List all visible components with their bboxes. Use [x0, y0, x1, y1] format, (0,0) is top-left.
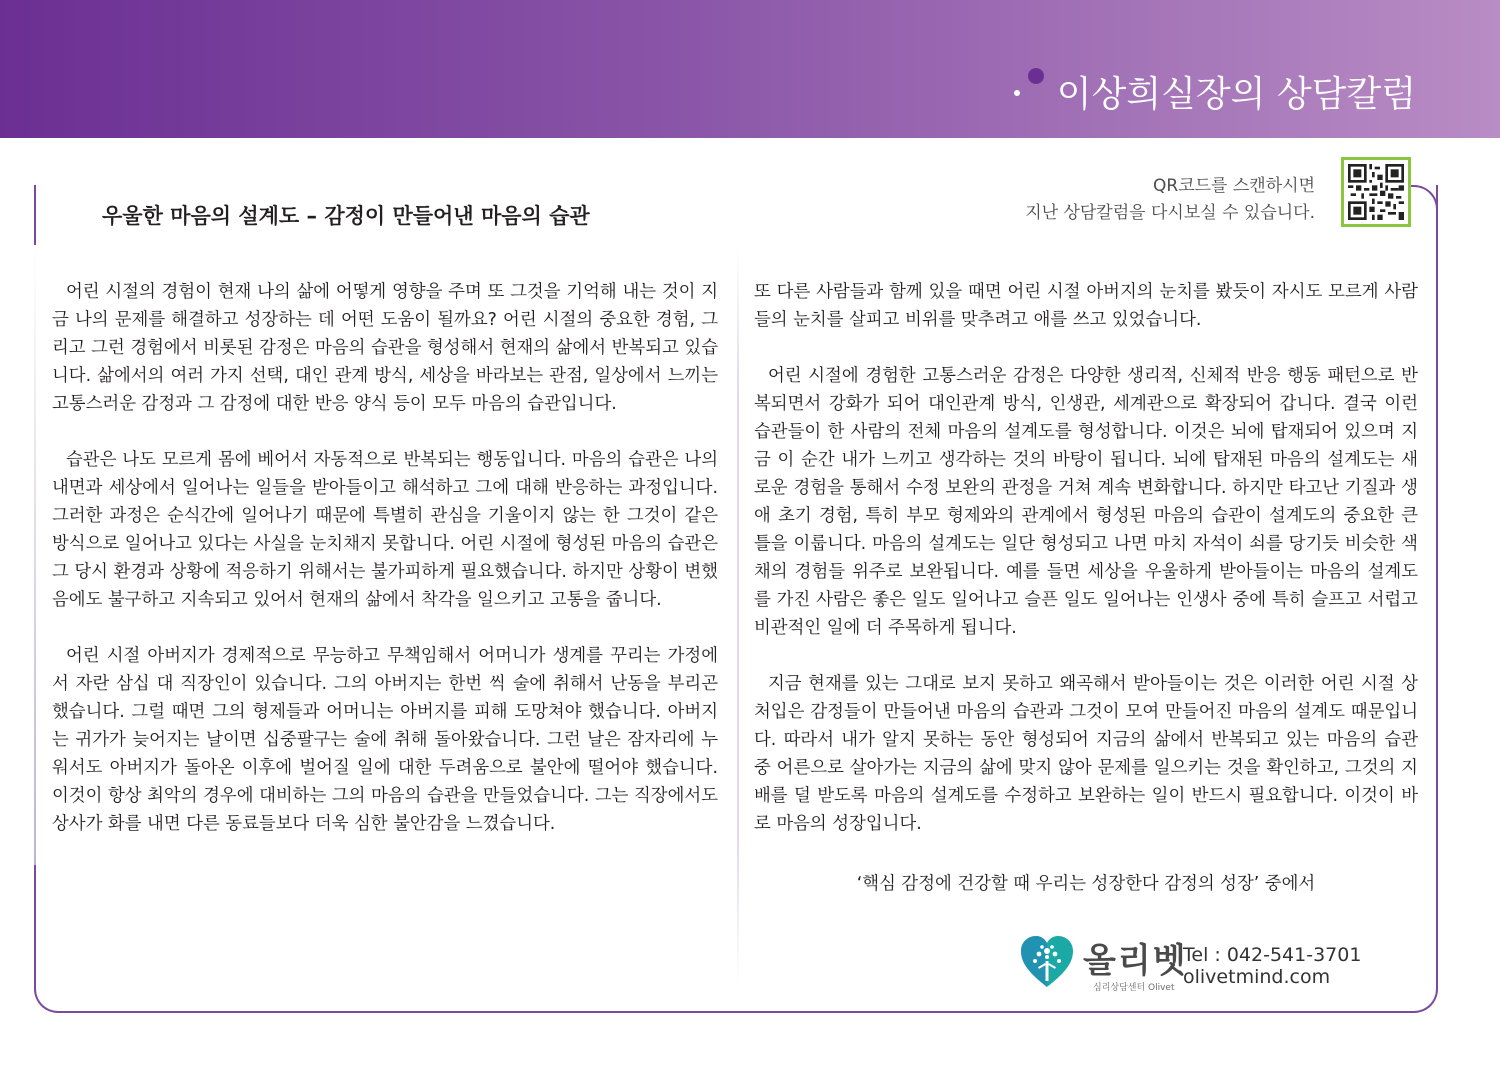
frame-left-edge — [34, 245, 36, 865]
qr-caption-line-1: QR코드를 스캔하시면 — [1153, 176, 1315, 196]
article-paragraph: 어린 시절에 경험한 고통스러운 감정은 다양한 생리적, 신체적 반응 행동 패턴으로 반복되면서 강화가 되어 대인관계 방식, 인생관, 세계관으로 확장되어 갑니다. 결국 이런 습관들이 한 사람의 전체 마음의 설계도를 형성합니다. 이것은 뇌에 탑재되어 있으며 지금 이 순간 내가 느끼고 생각하는 것의 바탕이 됩니다. 뇌에 탑재된 마음의 설계도는 새로운 경험을 통해서 수정 보완의 관정을 거쳐 계속 변화합니다. 하지만 타고난 기질과 생애 초기 경험, 특히 부모 형제와의 관계에서 형성된 마음의 습관이 설계도의 중요한 큰 틀을 이룹니다. 마음의 설계도는 일단 형성되고 나면 마치 자석이 쇠를 당기듯 비슷한 색채의 경험들 위주로 보완됩니다. 예를 들면 세상을 우울하게 받아들이는 마음의 설계도를 가진 사람은 좋은 일도 일어나고 슬픈 일도 일어나는 인생사 중에 특히 슬프고 서럽고 비관적인 일에 더 주목하게 됩니다. — [754, 366, 1418, 638]
brand-subtitle: 심리상담센터 Olivet — [1093, 983, 1175, 993]
article-left-column — [52, 278, 718, 866]
contact-website-link[interactable]: olivetmind.com — [1183, 966, 1331, 988]
qr-caption — [960, 173, 1315, 227]
bullet-dot-large-icon — [1028, 68, 1044, 84]
heart-tree-icon — [1019, 935, 1075, 989]
qr-code-icon — [1348, 164, 1404, 220]
article-paragraph: 어린 시절 아버지가 경제적으로 무능하고 무책임해서 어머니가 생계를 꾸리는 가정에서 자란 삼십 대 직장인이 있습니다. 그의 아버지는 한번 씩 술에 취해서 난동을 부리곤 했습니다. 그럴 때면 그의 형제들과 어머니는 아버지를 피해 도망쳐야 했습니다. 아버지는 귀가가 늦어지는 날이면 십중팔구는 술에 취해 돌아왔습니다. 그런 날은 잠자리에 누워서도 아버지가 돌아온 이후에 벌어질 일에 대한 두려움으로 불안에 떨어야 했습니다. 이것이 항상 최악의 경우에 대비하는 그의 마음의 습관을 만들었습니다. 그는 직장에서도 상사가 화를 내면 다른 동료들보다 더욱 심한 불안감을 느꼈습니다. — [52, 646, 718, 834]
article-paragraph: 어린 시절의 경험이 현재 나의 삶에 어떻게 영향을 주며 또 그것을 기억해 내는 것이 지금 나의 문제를 해결하고 성장하는 데 어떤 도움이 될까요? 어린 시절의 중요한 경험, 그리고 그런 경험에서 비롯된 감정은 마음의 습관을 형성해서 현재의 삶에서 반복되고 있습니다. 삶에서의 여러 가지 선택, 대인 관계 방식, 세상을 바라보는 관점, 일상에서 느끼는 고통스러운 감정과 그 감정에 대한 반응 양식 등이 모두 마음의 습관입니다. — [52, 282, 718, 414]
article-title: 우울한 마음의 설계도 – 감정이 만들어낸 마음의 습관 — [102, 204, 590, 228]
column-divider — [737, 245, 739, 985]
qr-caption-line-2: 지난 상담칼럼을 다시보실 수 있습니다. — [1025, 203, 1315, 223]
header-banner — [0, 0, 1500, 138]
brand-name: 올리벳 — [1083, 941, 1188, 981]
article-paragraph: 또 다른 사람들과 함께 있을 때면 어린 시절 아버지의 눈치를 봤듯이 자시도 모르게 사람들의 눈치를 살피고 비위를 맞추려고 애를 쓰고 있었습니다. — [754, 282, 1418, 330]
article-right-column — [754, 278, 1418, 866]
article-paragraph: 지금 현재를 있는 그대로 보지 못하고 왜곡해서 받아들이는 것은 이러한 어린 시절 상처입은 감정들이 만들어낸 마음의 습관과 그것이 모여 만들어진 마음의 설계도 때문입니다. 따라서 내가 알지 못하는 동안 형성되어 지금의 삶에서 반복되고 있는 마음의 습관 중 어른으로 살아가는 지금의 삶에 맞지 않아 문제를 일으키는 것을 확인하고, 그것의 지배를 덜 받도록 마음의 설계도를 수정하고 보완하는 일이 반드시 필요합니다. 이것이 바로 마음의 성장입니다. — [754, 674, 1418, 834]
bullet-dot-small-icon — [1014, 90, 1020, 96]
source-quote: ‘핵심 감정에 건강할 때 우리는 성장한다 감정의 성장’ 중에서 — [856, 874, 1316, 894]
column-series-title: 이상희실장의 상담칼럼 — [1056, 74, 1416, 115]
contact-phone[interactable]: Tel : 042-541-3701 — [1183, 944, 1362, 966]
qr-code[interactable] — [1341, 157, 1411, 227]
article-paragraph: 습관은 나도 모르게 몸에 베어서 자동적으로 반복되는 행동입니다. 마음의 습관은 나의 내면과 세상에서 일어나는 일들을 받아들이고 해석하고 그에 대해 반응하는 과정입니다. 그러한 과정은 순식간에 일어나기 때문에 특별히 관심을 기울이지 않는 한 그것이 같은 방식으로 일어나고 있다는 사실을 눈치채지 못합니다. 어린 시절에 형성된 마음의 습관은 그 당시 환경과 상황에 적응하기 위해서는 불가피하게 필요했습니다. 하지만 상황이 변했음에도 불구하고 지속되고 있어서 현재의 삶에서 착각을 일으키고 고통을 줍니다. — [52, 450, 718, 610]
